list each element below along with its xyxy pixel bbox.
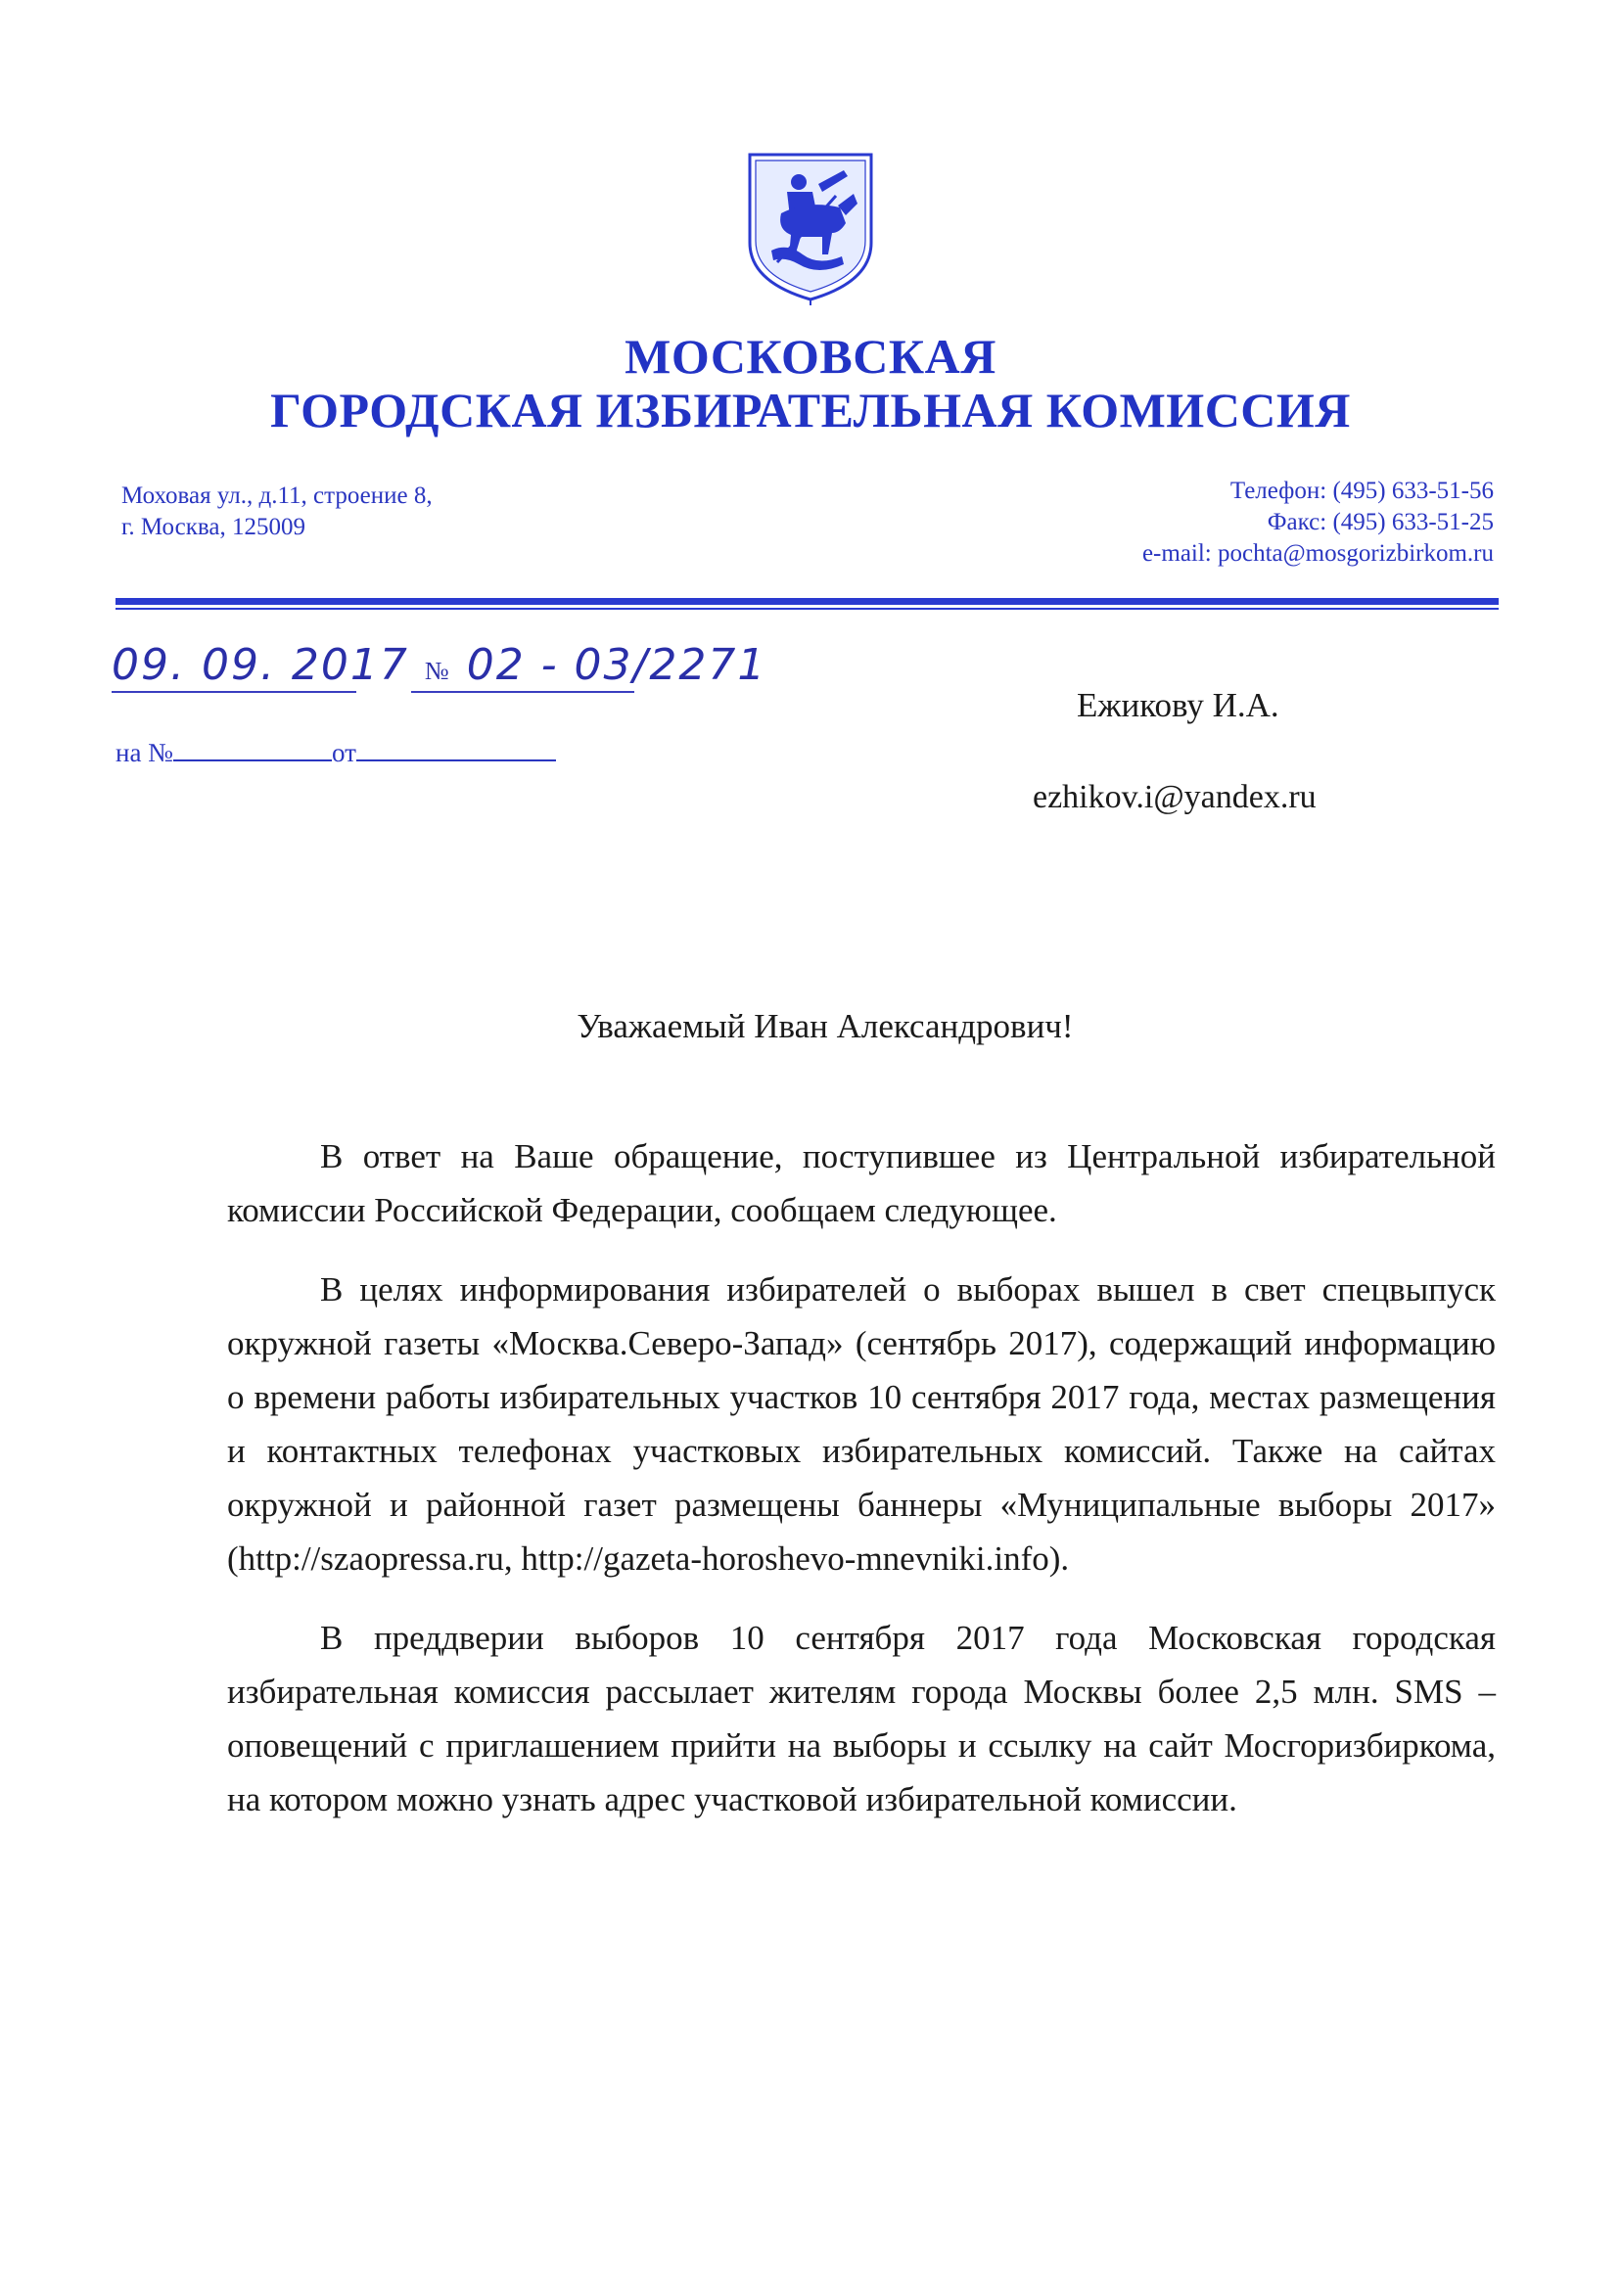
letter-body [227, 1129, 1496, 1852]
org-contacts [1142, 476, 1494, 570]
registration-stamp [112, 640, 766, 690]
paragraph: В целях информирования избирателей о выборах вышел в свет спецвыпуск окружной газеты «Москва.Северо-Запад» (сентябрь 2017), содержащий информацию о времени работы избирательных участков 10 сентября 2017 года, местах размещения и контактных телефонах участковых избирательных комиссий. Также на сайтах окружной и районной газет размещены баннеры «Муниципальные выборы 2017» (http://szaopressa.ru, http://gazeta-horoshevo-mnevniki.info). [227, 1270, 1496, 1578]
header-rule-thick [116, 598, 1499, 605]
org-address [121, 481, 433, 543]
greeting: Уважаемый Иван Александрович! [577, 1007, 1074, 1045]
ref-number-blank [173, 736, 332, 761]
registration-date: 09. 09. 2017 [112, 640, 409, 690]
ref-from: от [331, 738, 356, 767]
ref-prefix: на № [116, 738, 173, 767]
reference-line [116, 736, 556, 768]
registration-no-mark: № [424, 657, 451, 685]
recipient-email: ezhikov.i@yandex.ru [1033, 779, 1317, 815]
header-rule-thin [116, 608, 1499, 610]
phone: Телефон: (495) 633-51-56 [1229, 478, 1494, 504]
recipient-name: Ежикову И.А. [1077, 686, 1279, 724]
paragraph: В ответ на Ваше обращение, поступившее из Центральной избирательной комиссии Российской Федерации, сообщаем следующее. [227, 1137, 1496, 1229]
fax: Факс: (495) 633-51-25 [1267, 509, 1494, 535]
org-name-line1: МОСКОВСКАЯ [625, 329, 996, 384]
address-line2: г. Москва, 125009 [121, 514, 305, 540]
address-line1: Моховая ул., д.11, строение 8, [121, 482, 433, 509]
paragraph: В преддверии выборов 10 сентября 2017 года Московская городская избирательная комиссия рассылает жителям города Москвы более 2,5 млн. SMS – оповещений с приглашением прийти на выборы и ссылку на сайт Мосгоризбиркома, на котором можно узнать адрес участковой избирательной комиссии. [227, 1619, 1496, 1818]
ref-date-blank [356, 736, 556, 761]
registration-number: 02 - 03/2271 [466, 640, 767, 690]
coat-of-arms-icon [742, 149, 879, 305]
org-email: e-mail: pochta@mosgorizbirkom.ru [1141, 540, 1494, 567]
date-underline [112, 691, 356, 693]
number-underline [411, 691, 634, 693]
org-name-line2: ГОРОДСКАЯ ИЗБИРАТЕЛЬНАЯ КОМИССИЯ [270, 383, 1351, 437]
